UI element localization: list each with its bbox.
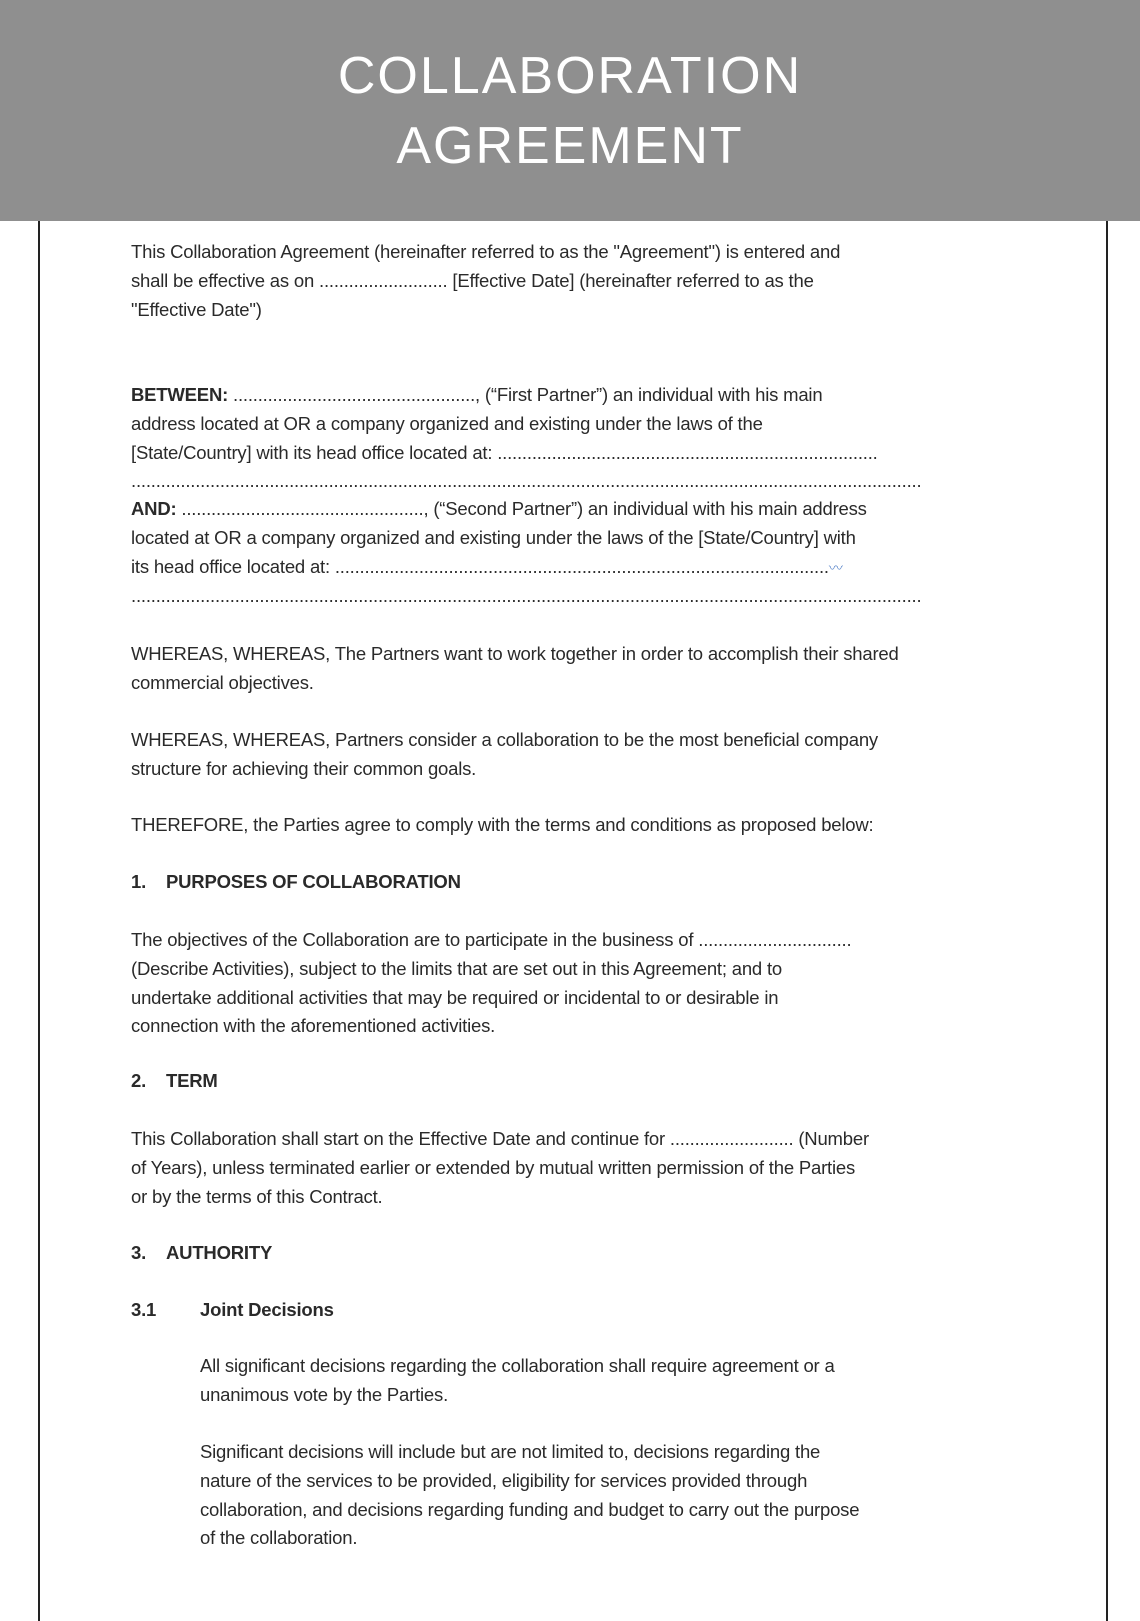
section-2-body [131,1125,869,1211]
text-line: located at OR a company organized and existing under the laws of the [State/Country] with [131,526,856,548]
text-line: ................................................................................................................................................................ [131,585,922,607]
therefore-paragraph [131,811,873,840]
text-line: This Collaboration shall start on the Effective Date and continue for ......................... (Number [131,1128,869,1149]
text-line: (Describe Activities), subject to the limits that are set out in this Agreement; and to [131,957,782,979]
title-banner [0,0,1140,221]
section-number: 3.1 [131,1299,157,1320]
text-line: commercial objectives. [131,671,314,693]
title-line-1: COLLABORATION [337,46,803,105]
section-3-1-paragraph-1 [200,1352,835,1410]
text-line: shall be effective as on .......................... [Effective Date] (hereinafter referred to as the [131,269,814,291]
section-1-heading [131,868,461,897]
section-title: TERM [166,1070,218,1091]
text-line: or by the terms of this Contract. [131,1185,383,1207]
section-title: AUTHORITY [166,1242,273,1263]
between-paragraph [131,381,921,496]
text-line: WHEREAS, WHEREAS, Partners consider a collaboration to be the most beneficial company [131,729,878,750]
text-line: "Effective Date") [131,298,262,320]
whereas-paragraph-2 [131,726,878,784]
text-line: WHEREAS, WHEREAS, The Partners want to work together in order to accomplish their shared [131,643,899,664]
section-number: 2. [131,1070,147,1091]
section-number: 3. [131,1242,147,1263]
spellcheck-squiggle-icon: 〰 [828,559,843,576]
text-line: The objectives of the Collaboration are to participate in the business of ............................... [131,929,852,950]
text-line: ................................................................................................................................................................ [131,470,922,492]
section-title: Joint Decisions [200,1299,334,1320]
text-line: structure for achieving their common goals. [131,757,477,779]
and-paragraph [131,495,921,611]
whereas-paragraph-1 [131,640,899,698]
text-line: address located at OR a company organized and existing under the laws of the [131,412,763,434]
section-number: 1. [131,871,147,892]
title-line-2: AGREEMENT [396,116,744,175]
text-line: ................................................., (“First Partner”) an individual with his main [228,384,823,405]
section-title: PURPOSES OF COLLABORATION [166,871,461,892]
text-line: undertake additional activities that may be required or incidental to or desirable in [131,986,779,1008]
text-line: collaboration, and decisions regarding funding and budget to carry out the purpose [200,1498,860,1520]
text-line: connection with the aforementioned activities. [131,1015,496,1037]
text-line: of Years), unless terminated earlier or extended by mutual written permission of the Parties [131,1156,856,1178]
text-line: Significant decisions will include but are not limited to, decisions regarding the [200,1441,821,1462]
section-1-body [131,926,851,1041]
section-3-heading [131,1239,272,1268]
text-line: [State/Country] with its head office located at: ............................................................................. [131,441,878,463]
between-label: BETWEEN: [131,384,229,405]
text-line: This Collaboration Agreement (hereinafter referred to as the "Agreement") is entered and [131,241,841,262]
text-line: its head office located at: .................................................................................................... [131,555,829,577]
section-2-heading [131,1067,218,1096]
text-line: unanimous vote by the Parties. [200,1383,449,1405]
text-line: THEREFORE, the Parties agree to comply with the terms and conditions as proposed below: [131,814,874,835]
text-line: ................................................., (“Second Partner”) an individual with his main address [176,498,867,519]
intro-paragraph [131,238,840,324]
and-label: AND: [131,498,177,519]
section-3-1-heading [131,1296,334,1325]
section-3-1-paragraph-2 [200,1438,859,1553]
text-line: nature of the services to be provided, eligibility for services provided through [200,1469,808,1491]
text-line: All significant decisions regarding the collaboration shall require agreement or a [200,1355,835,1376]
text-line: of the collaboration. [200,1527,358,1549]
